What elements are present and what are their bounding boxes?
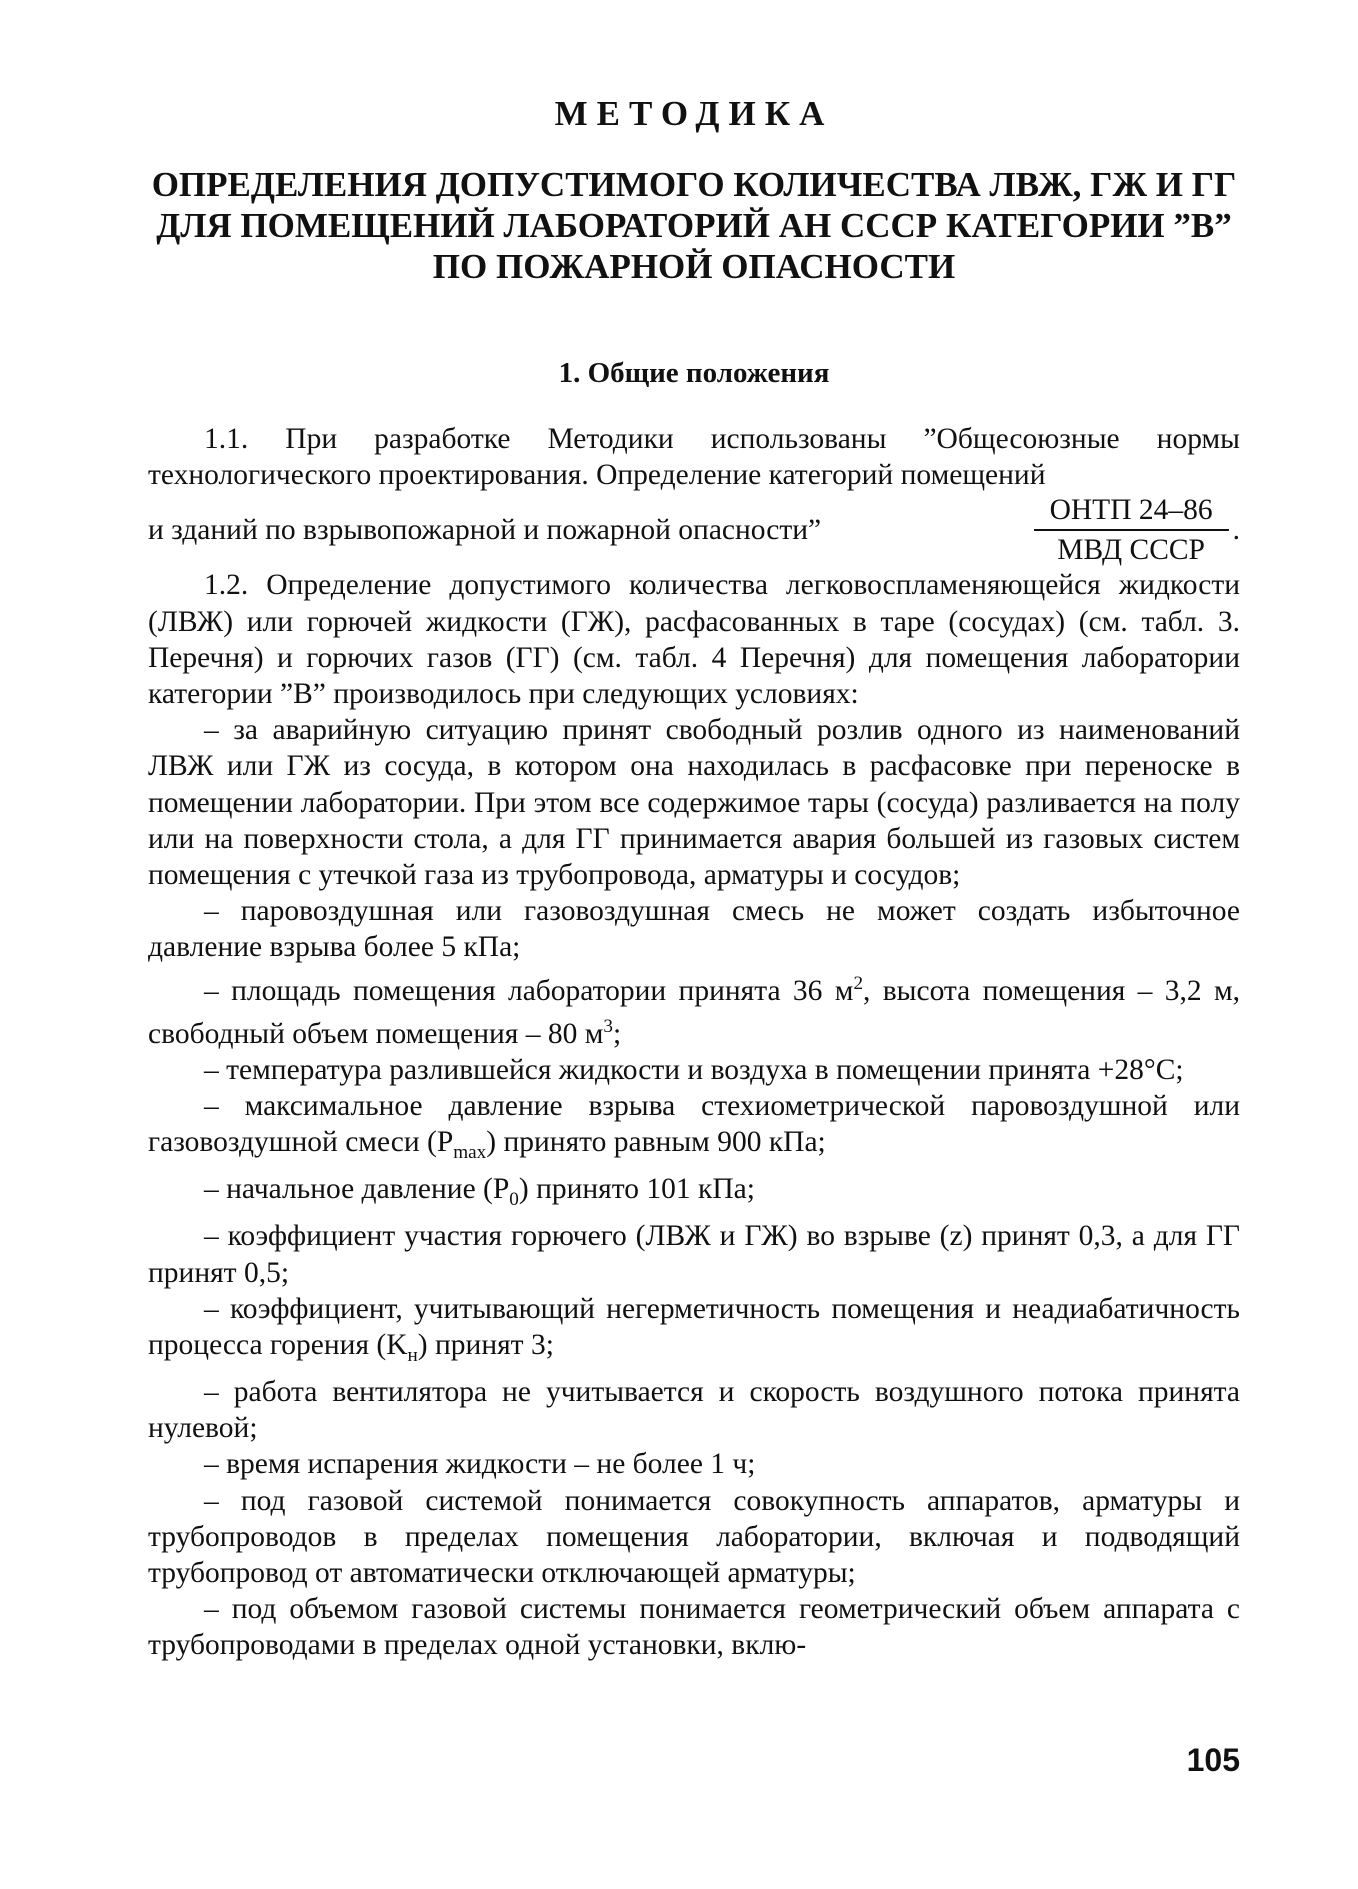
norm-fraction [1022, 493, 1240, 567]
document-title: МЕТОДИКА [554, 94, 834, 133]
list-item-accident: – за аварийную ситуацию принят свободный розлив одного из наименований ЛВЖ или ГЖ из сосуда, в котором она находилась в расфасовке при переноске в помещении лаборатории. При этом все содержимое тары (сосуда) разливается на полу или на поверхности стола, а для ГГ принимается авария большей из газовых систем помещения с утечкой газа из трубопровода, арматуры и сосудов; [148, 714, 1240, 892]
fraction-period: . [1232, 513, 1240, 546]
list-item-temperature: – температура разлившейся жидкости и воздуха в помещении принята +28°С; [204, 1053, 1184, 1086]
list-item-participation-coefficient: – коэффициент участия горючего (ЛВЖ и ГЖ) во взрыве (z) принят 0,3, а для ГГ принят 0,5; [148, 1220, 1240, 1289]
fraction-bar [1034, 529, 1229, 531]
paragraph-1-2: 1.2. Определение допустимого количества легковоспламеняющейся жидкости (ЛВЖ) или горючей жидкости (ГЖ), расфасованных в таре (сосудах) (см. табл. 3. Перечня) и горючих газов (ГГ) (см. табл. 4 Перечня) для помещения лаборатории категории ”В” производилось при следующих условиях: [148, 569, 1240, 711]
list-item-overpressure: – паровоздушная или газовоздушная смесь не может создать избыточное давление взрыва более 5 кПа; [148, 895, 1240, 964]
section-heading: 1. Общие положения [558, 357, 830, 389]
list-item-evaporation-time: – время испарения жидкости – не более 1 ч; [204, 1448, 756, 1481]
fraction-denominator: МВД СССР [1057, 534, 1205, 567]
document-subtitle [148, 164, 1240, 287]
list-item-ventilation: – работа вентилятора не учитывается и скорость воздушного потока принята нулевой; [148, 1376, 1240, 1445]
list-item-max-pressure: – максимальное давление взрыва стехиометрической паровоздушной или газовоздушной смеси $(P_{max})$ принято равным 900 кПа; [148, 1089, 1240, 1163]
list-item-room-area: – площадь помещения лаборатории принята 36 $м^2$, высота помещения – 3,2 м, свободный объем помещения – 80 $м^3$; [148, 972, 1240, 1050]
subtitle-line: ПО ПОЖАРНОЙ ОПАСНОСТИ [432, 247, 956, 286]
subtitle-line: ДЛЯ ПОМЕЩЕНИЙ ЛАБОРАТОРИЙ АН СССР КАТЕГОРИИ ”В” [156, 206, 1232, 245]
list-item-gas-system-volume: – под объемом газовой системы понимается геометрический объем аппарата с трубопроводами в пределах одной установки, вклю- [148, 1593, 1240, 1662]
page-number: 105 [1186, 1742, 1240, 1778]
list-item-gas-system: – под газовой системой понимается совокупность аппаратов, арматуры и трубопроводов в пределах помещения лаборатории, включая и подводящий трубопровод от автоматически отключающей арматуры; [148, 1484, 1240, 1590]
subtitle-line: ОПРЕДЕЛЕНИЯ ДОПУСТИМОГО КОЛИЧЕСТВА ЛВЖ, ГЖ И ГГ [151, 165, 1237, 204]
fraction-numerator: ОНТП 24–86 [1049, 494, 1213, 527]
paragraph-1-1-tail: и зданий по взрывопожарной и пожарной опасности” [148, 513, 822, 546]
document-page [148, 92, 1240, 1664]
list-item-initial-pressure: – начальное давление $(P_0)$ принято 101 кПа; [204, 1173, 755, 1211]
list-item-leakage-coefficient: – коэффициент, учитывающий негерметичность помещения и неадиабатичность процесса горения $(K_н)$ принят 3; [148, 1292, 1240, 1366]
paragraph-1-1: 1.1. При разработке Методики использованы ”Общесоюзные нормы технологического проектирования. Определение категорий помещений [148, 423, 1240, 492]
paragraph-1-1-fraction-line [148, 493, 1240, 567]
